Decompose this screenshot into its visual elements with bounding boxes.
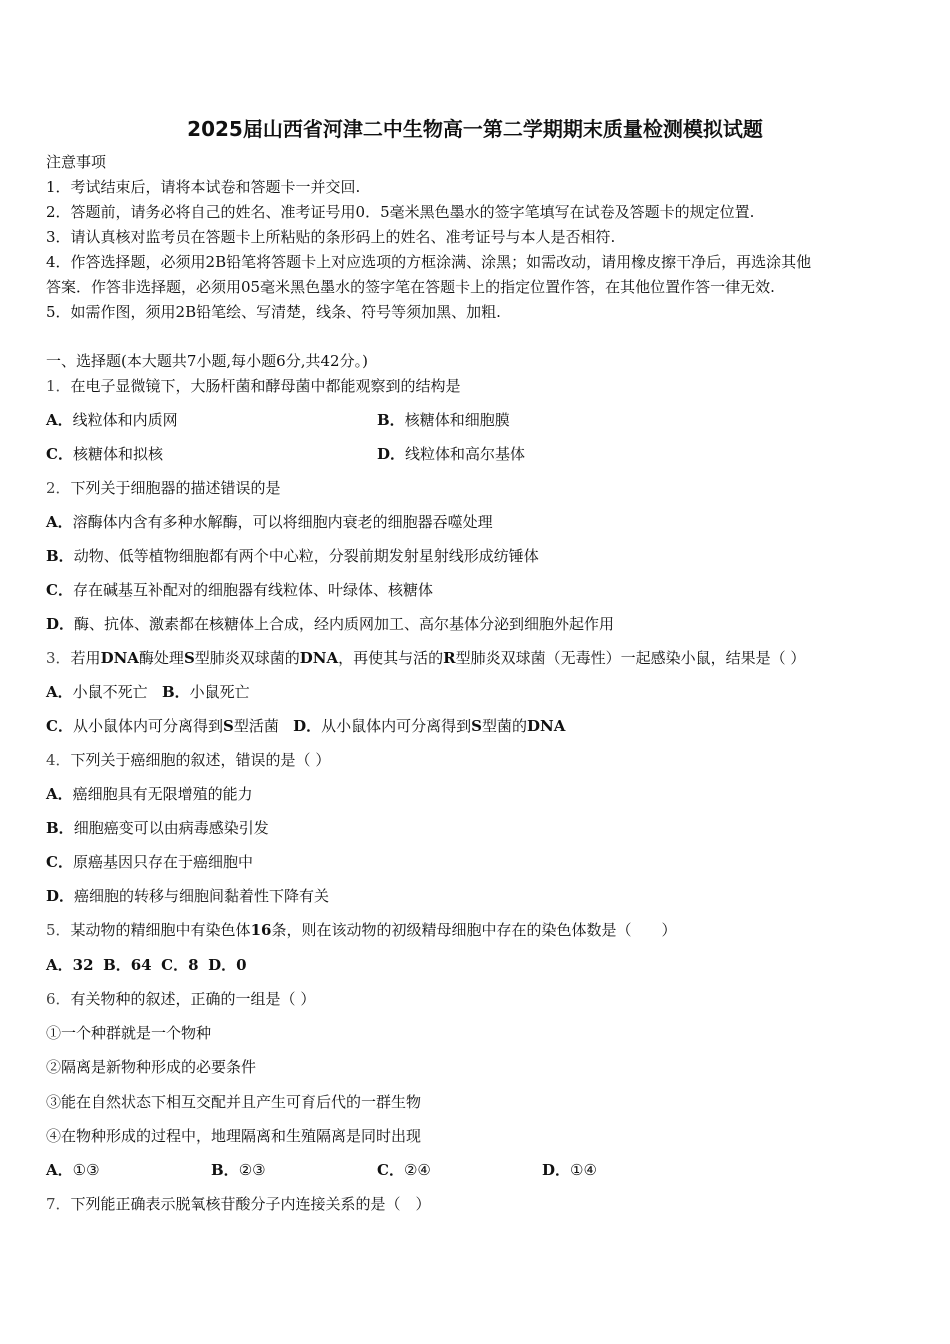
question-2-stem: 2．下列关于细胞器的描述错误的是 — [46, 479, 281, 497]
notice-item-1: 1．考试结束后，请将本试卷和答题卡一并交回. — [46, 178, 361, 196]
notice-item-3: 3．请认真核对监考员在答题卡上所粘贴的条形码上的姓名、准考证号与本人是否相符. — [46, 228, 616, 246]
q6-statement-2: ②隔离是新物种形成的必要条件 — [46, 1058, 257, 1076]
q2-option-b[interactable]: B．动物、低等植物细胞都有两个中心粒，分裂前期发射星射线形成纺锤体 — [46, 547, 539, 565]
question-4-stem: 4．下列关于癌细胞的叙述，错误的是（ ） — [46, 751, 331, 769]
q6-statement-4: ④在物种形成的过程中，地理隔离和生殖隔离是同时出现 — [46, 1127, 422, 1145]
page-title: 2025届山西省河津二中生物高一第二学期期末质量检测模拟试题 — [187, 117, 763, 141]
q5-option-c[interactable]: C．8 — [161, 956, 199, 974]
q3-option-b[interactable]: B．小鼠死亡 — [161, 683, 250, 701]
q3-option-a[interactable]: A．小鼠不死亡 — [46, 683, 148, 701]
q3-option-d[interactable]: D．从小鼠体内可分离得到S型菌的DNA — [293, 717, 566, 735]
question-text: 在电子显微镜下，大肠杆菌和酵母菌中都能观察到的结构是 — [70, 377, 461, 395]
q2-option-d[interactable]: D．酶、抗体、激素都在核糖体上合成，经内质网加工、高尔基体分泌到细胞外起作用 — [46, 615, 615, 633]
q2-option-c[interactable]: C．存在碱基互补配对的细胞器有线粒体、叶绿体、核糖体 — [46, 581, 433, 599]
question-7-stem: 7．下列能正确表示脱氧核苷酸分子内连接关系的是（ ） — [46, 1195, 431, 1213]
section-heading: 一、选择题(本大题共7小题,每小题6分,共42分。) — [46, 352, 368, 370]
q6-statement-1: ①一个种群就是一个物种 — [46, 1024, 212, 1042]
q1-option-c[interactable]: C．核糖体和拟核 — [46, 445, 163, 463]
question-1-stem — [46, 376, 461, 396]
q5-options — [46, 955, 247, 975]
q3-options-cd — [46, 716, 565, 736]
q1-option-a[interactable]: A．线粒体和内质网 — [46, 411, 178, 429]
q3-options-ab — [46, 682, 250, 702]
q5-option-b[interactable]: B．64 — [103, 956, 152, 974]
notice-item-2: 2．答题前，请务必将自己的姓名、准考证号用0．5毫米黑色墨水的签字笔填写在试卷及答题卡的规定位置. — [46, 203, 755, 221]
q1-option-b[interactable]: B．核糖体和细胞膜 — [377, 411, 510, 429]
q4-option-d[interactable]: D．癌细胞的转移与细胞间黏着性下降有关 — [46, 887, 330, 905]
notice-item-4: 4．作答选择题，必须用2B铅笔将答题卡上对应选项的方框涂满、涂黑；如需改动，请用橡皮擦干净后，再选涂其他 — [46, 253, 812, 271]
q4-option-c[interactable]: C．原癌基因只存在于癌细胞中 — [46, 853, 253, 871]
notice-heading: 注意事项 — [46, 153, 107, 171]
q6-option-a[interactable]: A．①③ — [46, 1161, 100, 1179]
question-5-stem: 5．某动物的精细胞中有染色体16条，则在该动物的初级精母细胞中存在的染色体数是（ ） — [46, 921, 677, 939]
notice-item-4-cont: 答案．作答非选择题，必须用05毫米黑色墨水的签字笔在答题卡上的指定位置作答，在其他位置作答一律无效. — [46, 278, 775, 296]
q5-option-d[interactable]: D．0 — [208, 956, 247, 974]
q2-option-a[interactable]: A．溶酶体内含有多种水解酶，可以将细胞内衰老的细胞器吞噬处理 — [46, 513, 493, 531]
notice-item-5: 5．如需作图，须用2B铅笔绘、写清楚，线条、符号等须加黑、加粗. — [46, 303, 501, 321]
q3-option-c[interactable]: C．从小鼠体内可分离得到S型活菌 — [46, 717, 279, 735]
question-3-stem: 3．若用DNA酶处理S型肺炎双球菌的DNA，再使其与活的R型肺炎双球菌（无毒性）一起感染小鼠，结果是（ ） — [46, 649, 806, 667]
q4-option-a[interactable]: A．癌细胞具有无限增殖的能力 — [46, 785, 253, 803]
question-number: 1． — [46, 377, 71, 395]
question-6-stem: 6．有关物种的叙述，正确的一组是（ ） — [46, 990, 316, 1008]
q6-statement-3: ③能在自然状态下相互交配并且产生可育后代的一群生物 — [46, 1093, 422, 1111]
q6-option-c[interactable]: C．②④ — [377, 1161, 431, 1179]
q6-option-d[interactable]: D．①④ — [542, 1161, 597, 1179]
q4-option-b[interactable]: B．细胞癌变可以由病毒感染引发 — [46, 819, 269, 837]
q5-option-a[interactable]: A．32 — [46, 956, 94, 974]
q1-option-d[interactable]: D．线粒体和高尔基体 — [377, 445, 526, 463]
q6-option-b[interactable]: B．②③ — [211, 1161, 266, 1179]
